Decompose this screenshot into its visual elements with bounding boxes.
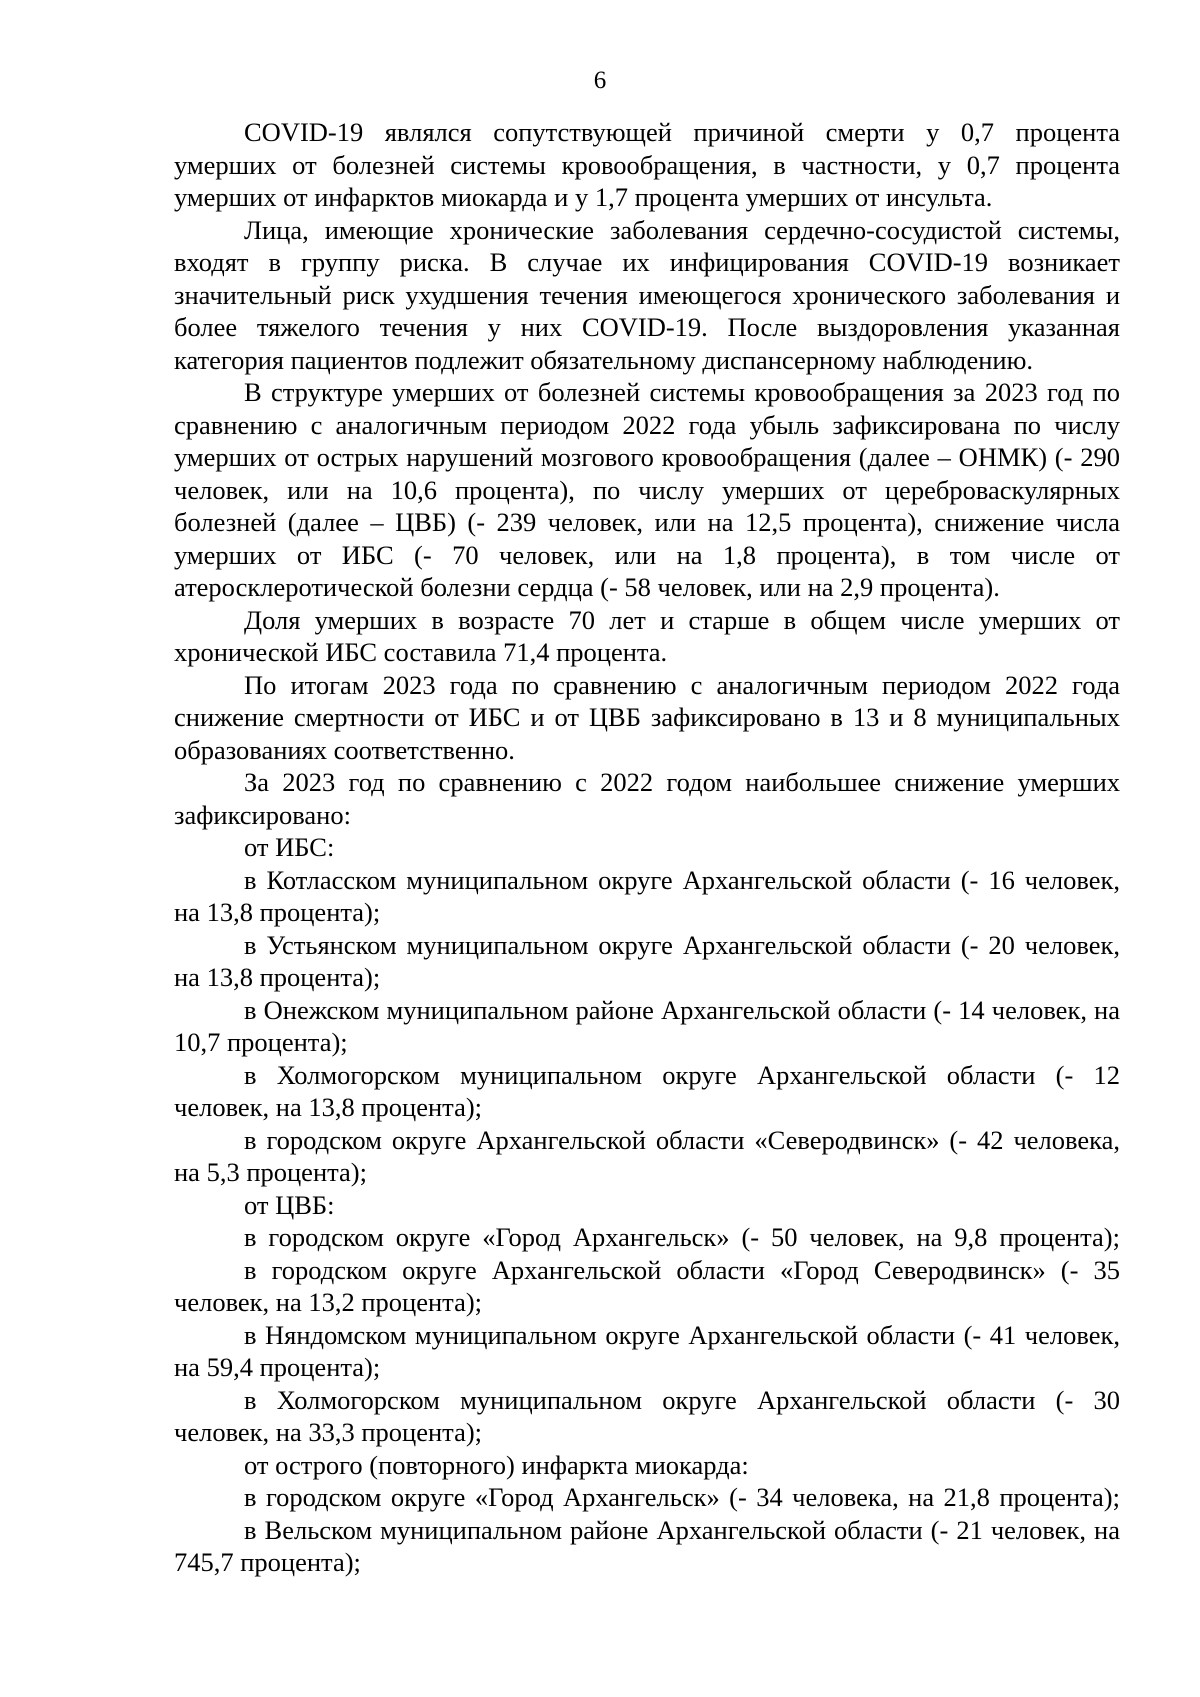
list-item-mi-arkhangelsk: в городском округе «Город Архангельск» (- 34 человека, на 21,8 процента); [244, 1482, 1120, 1512]
list-heading-cvd: от ЦВБ: [244, 1189, 335, 1220]
list-item-cvd-kholmogory: в Холмогорском муниципальном округе Архангельской области (- 30 человек, на 33,3 процента); [174, 1384, 1120, 1447]
paragraph-covid-comorbidity: COVID-19 являлся сопутствующей причиной смерти у 0,7 процента умерших от болезней системы кровообращения, в частности, у 0,7 процента умерших от инфарктов миокарда и у 1,7 процента умерших от инсульта. [174, 117, 1120, 212]
list-item-ibs-kholmogory: в Холмогорском муниципальном округе Архангельской области (- 12 человек, на 13,8 процента); [174, 1059, 1120, 1122]
list-heading-ibs: от ИБС: [244, 832, 335, 862]
list-item-ibs-severodvinsk: в городском округе Архангельской области «Северодвинск» (- 42 человека, на 5,3 процента); [174, 1124, 1120, 1187]
list-item-cvd-nyandoma: в Няндомском муниципальном округе Архангельской области (- 41 человек, на 59,4 процента); [174, 1319, 1120, 1382]
list-item-ibs-ustya: в Устьянском муниципальном округе Архангельской области (- 20 человек, на 13,8 процента); [174, 929, 1120, 992]
page-number: 6 [593, 67, 607, 94]
list-item-ibs-kotlas: в Котласском муниципальном округе Архангельской области (- 16 человек, на 13,8 процента); [174, 864, 1120, 927]
paragraph-age-share: Доля умерших в возрасте 70 лет и старше в общем числе умерших от хронической ИБС составила 71,4 процента. [174, 604, 1120, 667]
document-body [174, 116, 1120, 1579]
list-item-mi-velsk: в Вельском муниципальном районе Архангельской области (- 21 человек, на 745,7 процента); [174, 1514, 1120, 1577]
paragraph-mortality-structure: В структуре умерших от болезней системы кровообращения за 2023 год по сравнению с аналогичным периодом 2022 года убыль зафиксирована по числу умерших от острых нарушений мозгового кровообращения (далее – ОНМК) (- 290 человек, или на 10,6 процента), по числу умерших от цереброваскулярных болезней (далее – ЦВБ) (- 239 человек, или на 12,5 процента), снижение числа умерших от ИБС (- 70 человек, или на 1,8 процента), в том числе от атеросклеротической болезни сердца (- 58 человек, или на 2,9 процента). [174, 377, 1120, 602]
list-item-cvd-severodvinsk: в городском округе Архангельской области «Город Северодвинск» (- 35 человек, на 13,2 процента); [174, 1254, 1120, 1317]
paragraph-risk-group: Лица, имеющие хронические заболевания сердечно-сосудистой системы, входят в группу риска. В случае их инфицирования COVID-19 возникает значительный риск ухудшения течения имеющегося хронического заболевания и более тяжелого течения у них COVID-19. После выздоровления указанная категория пациентов подлежит обязательному диспансерному наблюдению. [174, 214, 1120, 375]
list-heading-myocardial-infarction: от острого (повторного) инфаркта миокарда: [244, 1449, 749, 1480]
list-item-ibs-onega: в Онежском муниципальном районе Архангельской области (- 14 человек, на 10,7 процента); [174, 994, 1120, 1057]
paragraph-largest-decrease-intro: За 2023 год по сравнению с 2022 годом наибольшее снижение умерших зафиксировано: [174, 767, 1120, 830]
paragraph-municipal-results: По итогам 2023 года по сравнению с аналогичным периодом 2022 года снижение смертности от ИБС и от ЦВБ зафиксировано в 13 и 8 муниципальных образованиях соответственно. [174, 669, 1120, 765]
list-item-cvd-arkhangelsk: в городском округе «Город Архангельск» (- 50 человек, на 9,8 процента); [244, 1222, 1120, 1252]
